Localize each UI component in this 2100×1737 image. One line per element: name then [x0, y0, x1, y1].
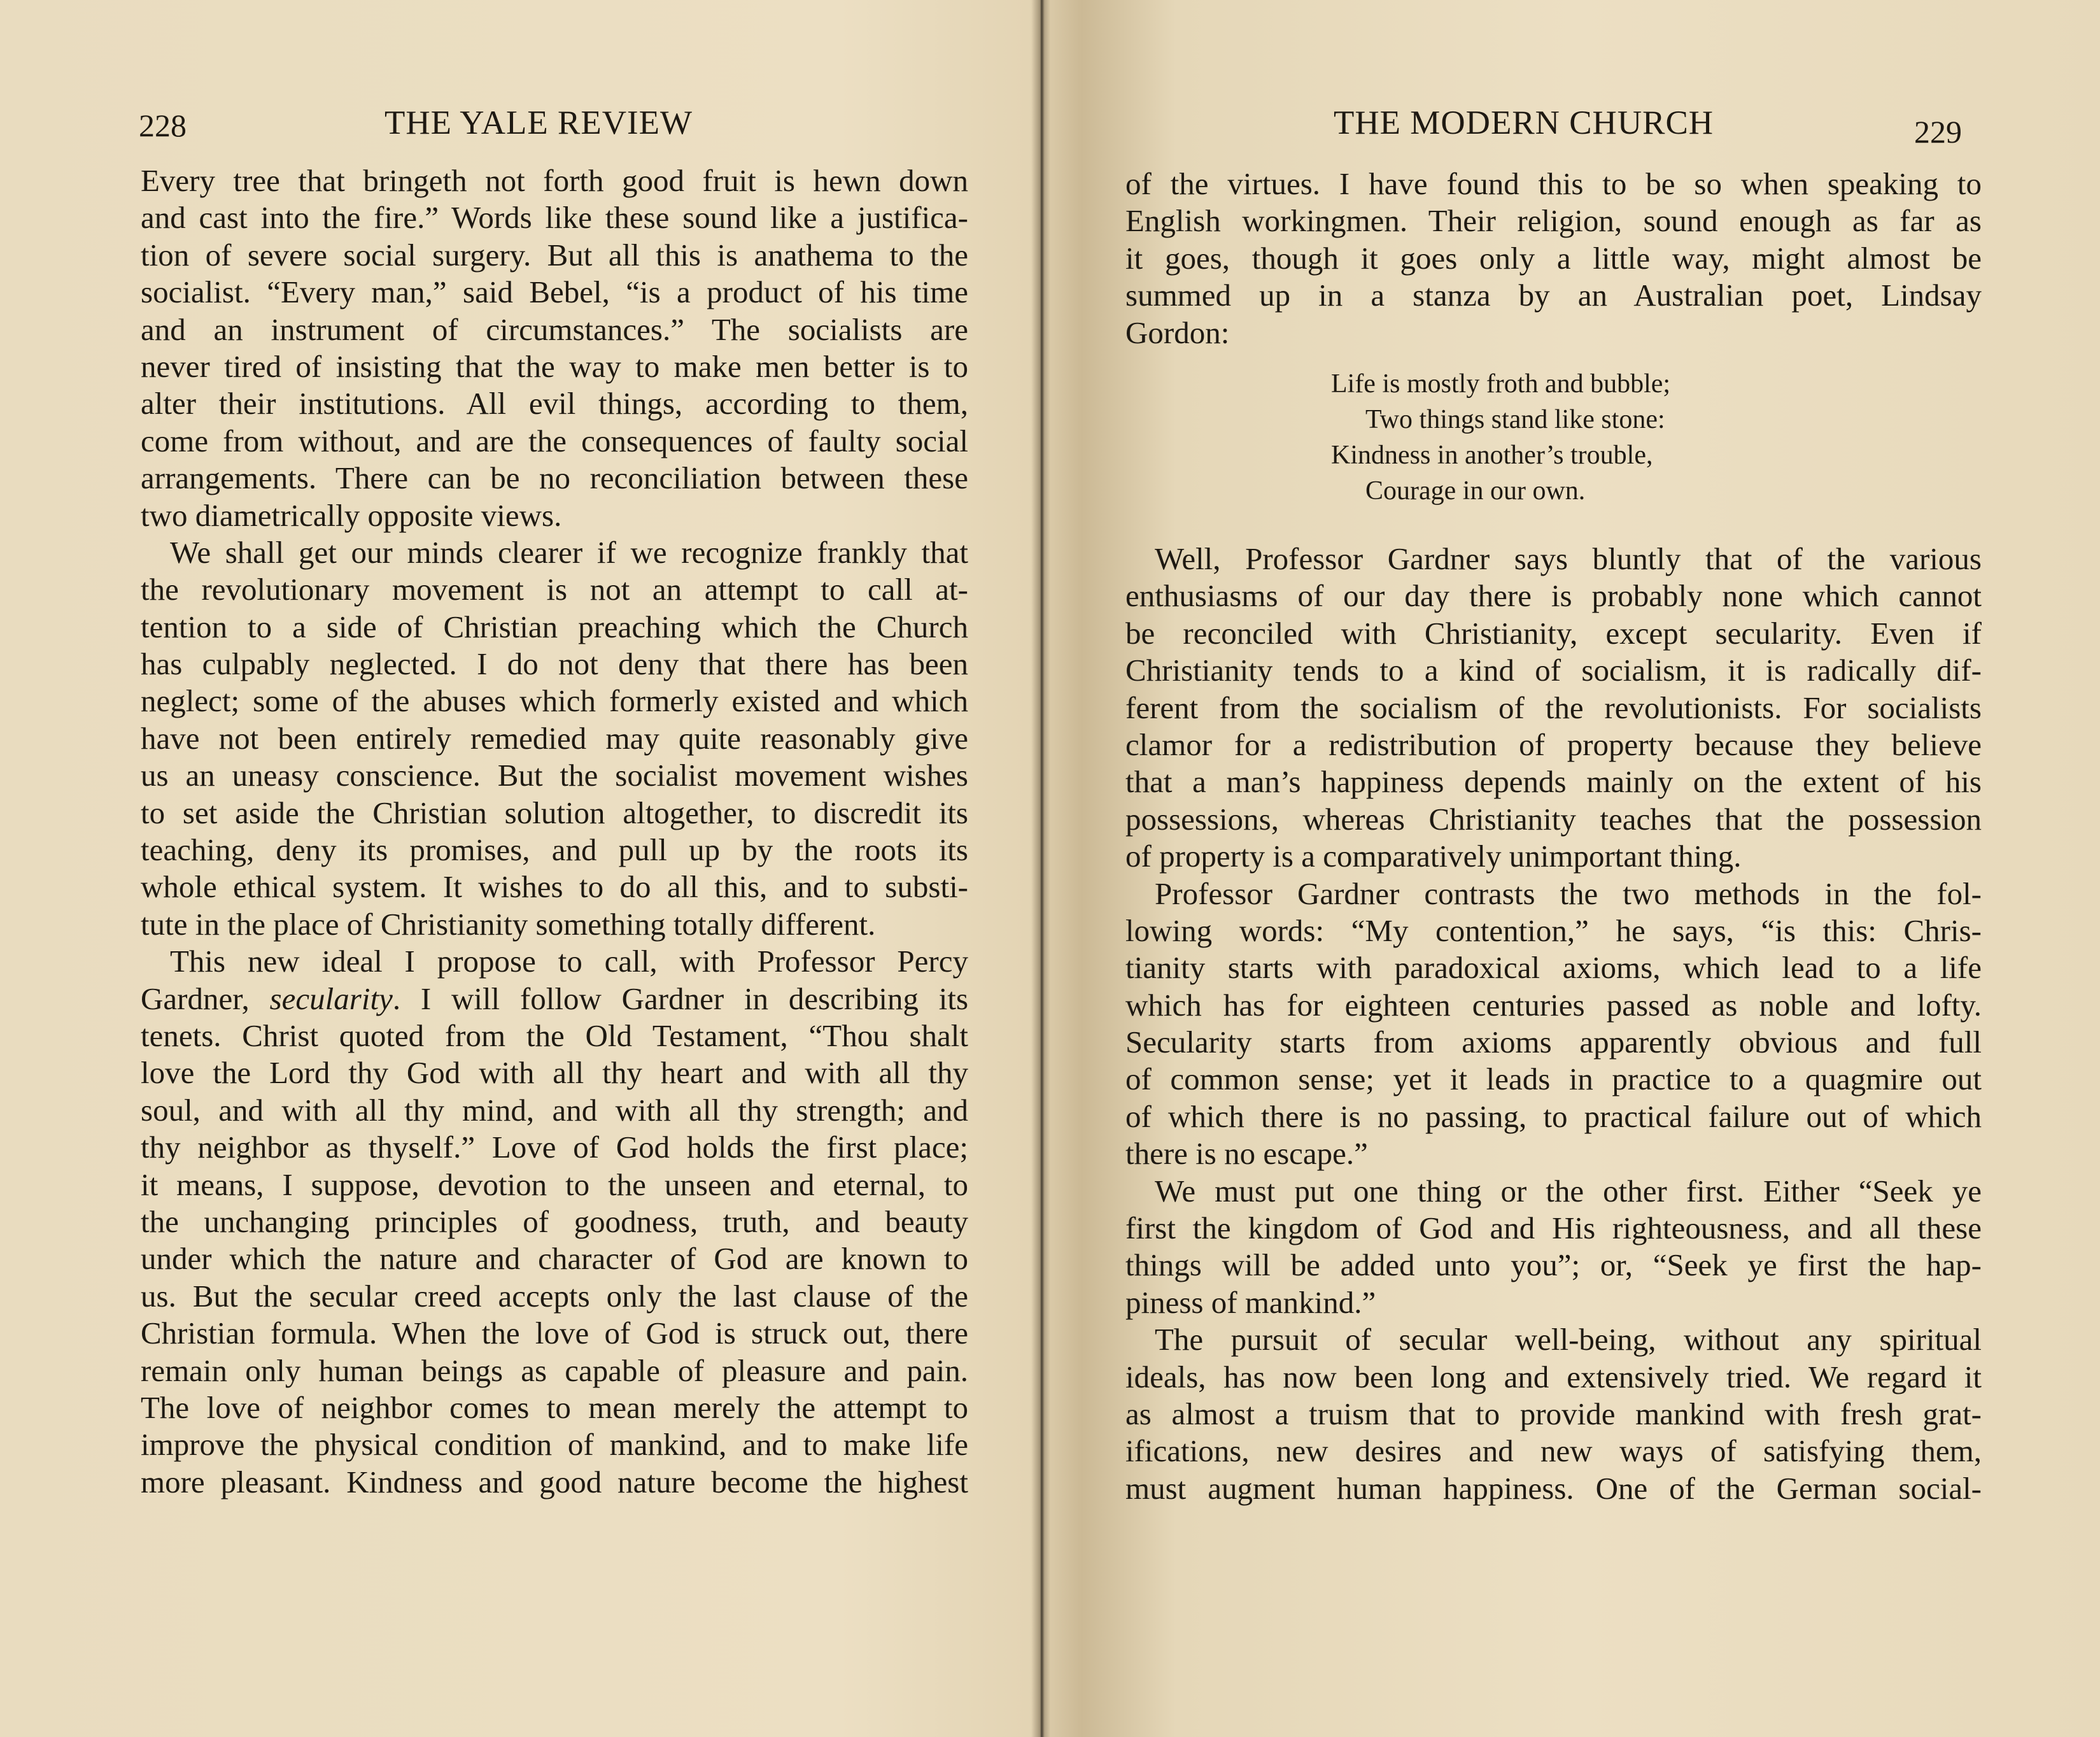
text-line: This new ideal I propose to call, with Professor Percy [170, 944, 968, 979]
text-line: more pleasant. Kindness and good nature become the highest [141, 1464, 968, 1499]
text-line: tion of severe social surgery. But all this is anathema to the [141, 237, 968, 273]
text-line: possessions, whereas Christianity teaches that the possession [1125, 801, 1982, 837]
text-line: the revolutionary movement is not an attempt to call at- [141, 572, 968, 607]
poem-line: Courage in our own. [1365, 476, 1586, 506]
text-line: ferent from the socialism of the revolutionists. For socialists [1125, 690, 1982, 725]
text-line: English workingmen. Their religion, sound enough as far as [1125, 203, 1982, 239]
text-line: teaching, deny its promises, and pull up by the roots its [141, 832, 968, 868]
text-line: first the kingdom of God and His righteousness, and all these [1125, 1210, 1982, 1246]
text-line: Christianity tends to a kind of socialism, it is radically dif- [1125, 653, 1982, 688]
italic-term: secularity [269, 981, 393, 1016]
text-line: and cast into the fire.” Words like these sound like a justifica- [141, 200, 968, 236]
text-line: two diametrically opposite views. [141, 497, 562, 533]
text-line: it means, I suppose, devotion to the unseen and eternal, to [141, 1166, 968, 1202]
text-line: must augment human happiness. One of the German social- [1125, 1470, 1982, 1506]
text-line: piness of mankind.” [1125, 1284, 1376, 1320]
text-line: never tired of insisting that the way to make men better is to [141, 348, 968, 384]
text-line: ifications, new desires and new ways of satisfying them, [1125, 1433, 1982, 1469]
text-line: whole ethical system. It wishes to do all this, and to substi- [141, 869, 968, 905]
text-line: arrangements. There can be no reconciliation between these [141, 460, 968, 496]
text-line: remain only human beings as capable of pleasure and pain. [141, 1352, 968, 1388]
text-line-with-italic [141, 981, 968, 1017]
text-line: has culpably neglected. I do not deny that there has been [141, 646, 968, 682]
text-line: us. But the secular creed accepts only the last clause of the [141, 1278, 968, 1314]
text-line: us an uneasy conscience. But the socialist movement wishes [141, 758, 968, 793]
text-line: The love of neighbor comes to mean merely the attempt to [141, 1389, 968, 1425]
text-line: of the virtues. I have found this to be so when speaking to [1125, 166, 1982, 201]
text-line: to set aside the Christian solution altogether, to discredit its [141, 795, 968, 830]
text-line: tianity starts with paradoxical axioms, which lead to a life [1125, 950, 1982, 986]
text-line: it goes, though it goes only a little way, might almost be [1125, 240, 1982, 276]
text-line: the unchanging principles of goodness, truth, and beauty [141, 1203, 968, 1239]
text-line: neglect; some of the abuses which formerly existed and which [141, 683, 968, 719]
poem-stanza [1331, 366, 1670, 509]
text-line: improve the physical condition of mankind, and to make life [141, 1427, 968, 1463]
text-line: tute in the place of Christianity something totally different. [141, 906, 876, 942]
text-line: love the Lord thy God with all thy heart and with all thy [141, 1055, 968, 1091]
text-fragment: Gardner, [141, 981, 250, 1016]
text-line: of which there is no passing, to practical failure out of which [1125, 1098, 1982, 1134]
text-line: tenets. Christ quoted from the Old Testament, “Thou shalt [141, 1017, 968, 1053]
text-line: socialist. “Every man,” said Bebel, “is a product of his time [141, 274, 968, 310]
left-text-column [141, 162, 968, 1501]
left-running-head: THE YALE REVIEW [384, 104, 693, 141]
text-line: there is no escape.” [1125, 1136, 1368, 1172]
text-line: alter their institutions. All evil things, according to them, [141, 386, 968, 422]
text-line: come from without, and are the consequences of faulty social [141, 423, 968, 458]
text-line: ideals, has now been long and extensively tried. We regard it [1125, 1359, 1982, 1394]
text-line: We must put one thing or the other first. Either “Seek ye [1155, 1173, 1982, 1209]
right-text-bottom [1125, 541, 1982, 1507]
poem-line: Kindness in another’s trouble, [1331, 441, 1653, 470]
text-line: of common sense; yet it leads in practice to a quagmire out [1125, 1061, 1982, 1097]
text-line: The pursuit of secular well-being, without any spiritual [1155, 1322, 1982, 1358]
text-line: lowing words: “My contention,” he says, “is this: Chris- [1125, 912, 1982, 948]
text-fragment: . I will follow Gardner in describing its [392, 981, 969, 1016]
text-line: under which the nature and character of God are known to [141, 1241, 968, 1277]
right-page [1047, 0, 2100, 1737]
left-page [0, 0, 1038, 1737]
text-line: that a man’s happiness depends mainly on the extent of his [1125, 764, 1982, 800]
text-line: Well, Professor Gardner says bluntly that of the various [1155, 541, 1982, 576]
poem-line: Two things stand like stone: [1365, 405, 1665, 434]
text-line: enthusiasms of our day there is probably none which cannot [1125, 578, 1982, 614]
text-line: Secularity starts from axioms apparently obvious and full [1125, 1024, 1982, 1060]
text-line: and an instrument of circumstances.” The socialists are [141, 311, 968, 347]
text-line: We shall get our minds clearer if we recognize frankly that [170, 534, 968, 570]
text-line: as almost a truism that to provide mankind with fresh grat- [1125, 1396, 1982, 1431]
poem-line: Life is mostly froth and bubble; [1331, 369, 1671, 399]
text-line: thy neighbor as thyself.” Love of God holds the first place; [141, 1130, 968, 1165]
right-text-top [1125, 166, 1982, 351]
right-page-number: 229 [1914, 114, 1962, 150]
text-line: of property is a comparatively unimportant thing. [1125, 839, 1742, 874]
text-line: which has for eighteen centuries passed as noble and lofty. [1125, 987, 1982, 1023]
right-running-head: THE MODERN CHURCH [1334, 104, 1714, 141]
text-line: Every tree that bringeth not forth good fruit is hewn down [141, 163, 968, 198]
text-line: clamor for a redistribution of property because they believe [1125, 727, 1982, 762]
text-line: tention to a side of Christian preaching which the Church [141, 609, 968, 644]
text-line: Christian formula. When the love of God is struck out, there [141, 1315, 968, 1351]
text-line: soul, and with all thy mind, and with all thy strength; and [141, 1092, 968, 1128]
text-line: things will be added unto you”; or, “Seek ye first the hap- [1125, 1247, 1982, 1283]
text-line: have not been entirely remedied may quite reasonably give [141, 720, 968, 756]
text-line: be reconciled with Christianity, except secularity. Even if [1125, 615, 1982, 651]
text-line: Gordon: [1125, 315, 1230, 350]
text-line: Professor Gardner contrasts the two methods in the fol- [1155, 876, 1982, 911]
text-line: summed up in a stanza by an Australian poet, Lindsay [1125, 278, 1982, 313]
left-page-number: 228 [139, 108, 187, 143]
